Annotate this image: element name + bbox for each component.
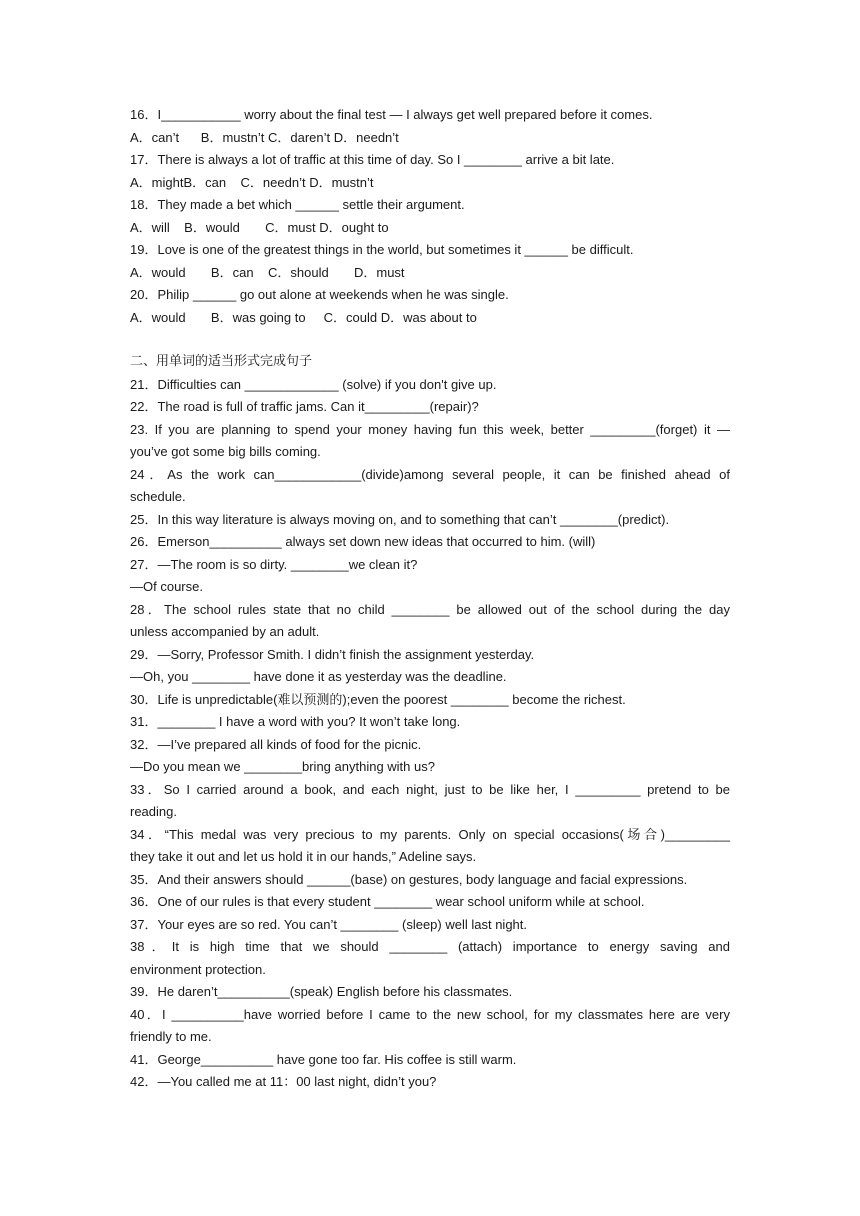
question-30: 30．Life is unpredictable(难以预测的);even the poorest ________ become the richest. xyxy=(130,691,626,707)
question-text-cont: schedule. xyxy=(130,489,186,504)
question-36: 36．One of our rules is that every student ________ wear school uniform while at school. xyxy=(130,894,645,909)
question-text-cont: reading. xyxy=(130,804,177,819)
section-title: 二、用单词的适当形式完成句子 xyxy=(130,354,313,369)
question-16 xyxy=(130,104,730,149)
question-34 xyxy=(130,824,730,869)
question-22: 22．The road is full of traffic jams. Can it_________(repair)? xyxy=(130,399,479,414)
section-gap xyxy=(130,329,730,351)
question-text-cont: unless accompanied by an adult. xyxy=(130,624,320,639)
question-42: 42．—You called me at 11：00 last night, didn’t you? xyxy=(130,1074,437,1089)
question-text: 38．It is high time that we should ________ (attach) importance to energy saving and xyxy=(130,939,730,954)
question-options: A．mightB．can C．needn’t D．mustn’t xyxy=(130,174,374,190)
question-text: 27．—The room is so dirty. ________we clean it? xyxy=(130,556,418,572)
question-39: 39．He daren’t__________(speak) English before his classmates. xyxy=(130,984,513,999)
question-text: 18．They made a bet which ______ settle their argument. xyxy=(130,197,465,212)
question-text-cont: they take it out and let us hold it in our hands,” Adeline says. xyxy=(130,849,477,864)
question-text: 23. If you are planning to spend your money having fun this week, better _________(forget) it — xyxy=(130,421,730,437)
question-options: A．would B．was going to C．could D．was about to xyxy=(130,309,477,325)
question-29 xyxy=(130,644,730,689)
question-19 xyxy=(130,239,730,284)
multiple-choice-section xyxy=(130,104,730,329)
question-text: 34．“This medal was very precious to my parents. Only on special occasions(场合)_________ xyxy=(130,826,730,842)
question-text: 17．There is always a lot of traffic at this time of day. So I ________ arrive a bit late. xyxy=(130,152,615,167)
question-35: 35．And their answers should ______(base) on gestures, body language and facial expressions. xyxy=(130,871,688,887)
question-text-cont: —Oh, you ________ have done it as yesterday was the deadline. xyxy=(130,669,507,684)
question-text: 20．Philip ______ go out alone at weekends when he was single. xyxy=(130,287,509,302)
question-33 xyxy=(130,779,730,824)
question-options: A．would B．can C．should D．must xyxy=(130,264,405,280)
question-40 xyxy=(130,1004,730,1049)
question-20 xyxy=(130,284,730,329)
question-38 xyxy=(130,936,730,981)
question-options: A．will B．would C．must D．ought to xyxy=(130,219,389,235)
question-41: 41．George__________ have gone too far. His coffee is still warm. xyxy=(130,1051,517,1067)
question-text: 28．The school rules state that no child ________ be allowed out of the school during the day xyxy=(130,601,730,617)
question-text-cont: —Of course. xyxy=(130,579,203,594)
question-28 xyxy=(130,599,730,644)
question-27 xyxy=(130,554,730,599)
question-31: 31．________ I have a word with you? It won’t take long. xyxy=(130,714,461,729)
question-text: 33．So I carried around a book, and each night, just to be like her, I _________ pretend to be xyxy=(130,781,730,797)
question-text: 19．Love is one of the greatest things in the world, but sometimes it ______ be difficult. xyxy=(130,242,634,257)
question-text: 32．—I’ve prepared all kinds of food for the picnic. xyxy=(130,736,422,752)
fill-in-section xyxy=(130,374,730,1094)
question-text: 16．I___________ worry about the final test — I always get well prepared before it comes. xyxy=(130,107,653,122)
question-text-cont: —Do you mean we ________bring anything with us? xyxy=(130,759,435,774)
worksheet-page xyxy=(130,104,730,1094)
question-text: 24．As the work can____________(divide)among several people, it can be finished ahead of xyxy=(130,466,730,482)
question-32 xyxy=(130,734,730,779)
question-17 xyxy=(130,149,730,194)
question-text: 29．—Sorry, Professor Smith. I didn’t finish the assignment yesterday. xyxy=(130,646,535,662)
question-text-cont: you’ve got some big bills coming. xyxy=(130,444,321,459)
question-18 xyxy=(130,194,730,239)
question-text-cont: friendly to me. xyxy=(130,1029,212,1044)
question-37: 37．Your eyes are so red. You can’t ________ (sleep) well last night. xyxy=(130,916,528,932)
question-text-cont: environment protection. xyxy=(130,961,266,977)
question-23 xyxy=(130,419,730,464)
question-options: A．can’t B．mustn’t C．daren’t D．needn’t xyxy=(130,129,399,145)
question-21: 21．Difficulties can _____________ (solve) if you don't give up. xyxy=(130,376,497,392)
question-24 xyxy=(130,464,730,509)
question-text: 40．I __________have worried before I came to the new school, for my classmates here are very xyxy=(130,1006,730,1022)
question-26: 26．Emerson__________ always set down new ideas that occurred to him. (will) xyxy=(130,534,596,549)
question-25: 25．In this way literature is always moving on, and to something that can’t ________(predict). xyxy=(130,511,670,527)
